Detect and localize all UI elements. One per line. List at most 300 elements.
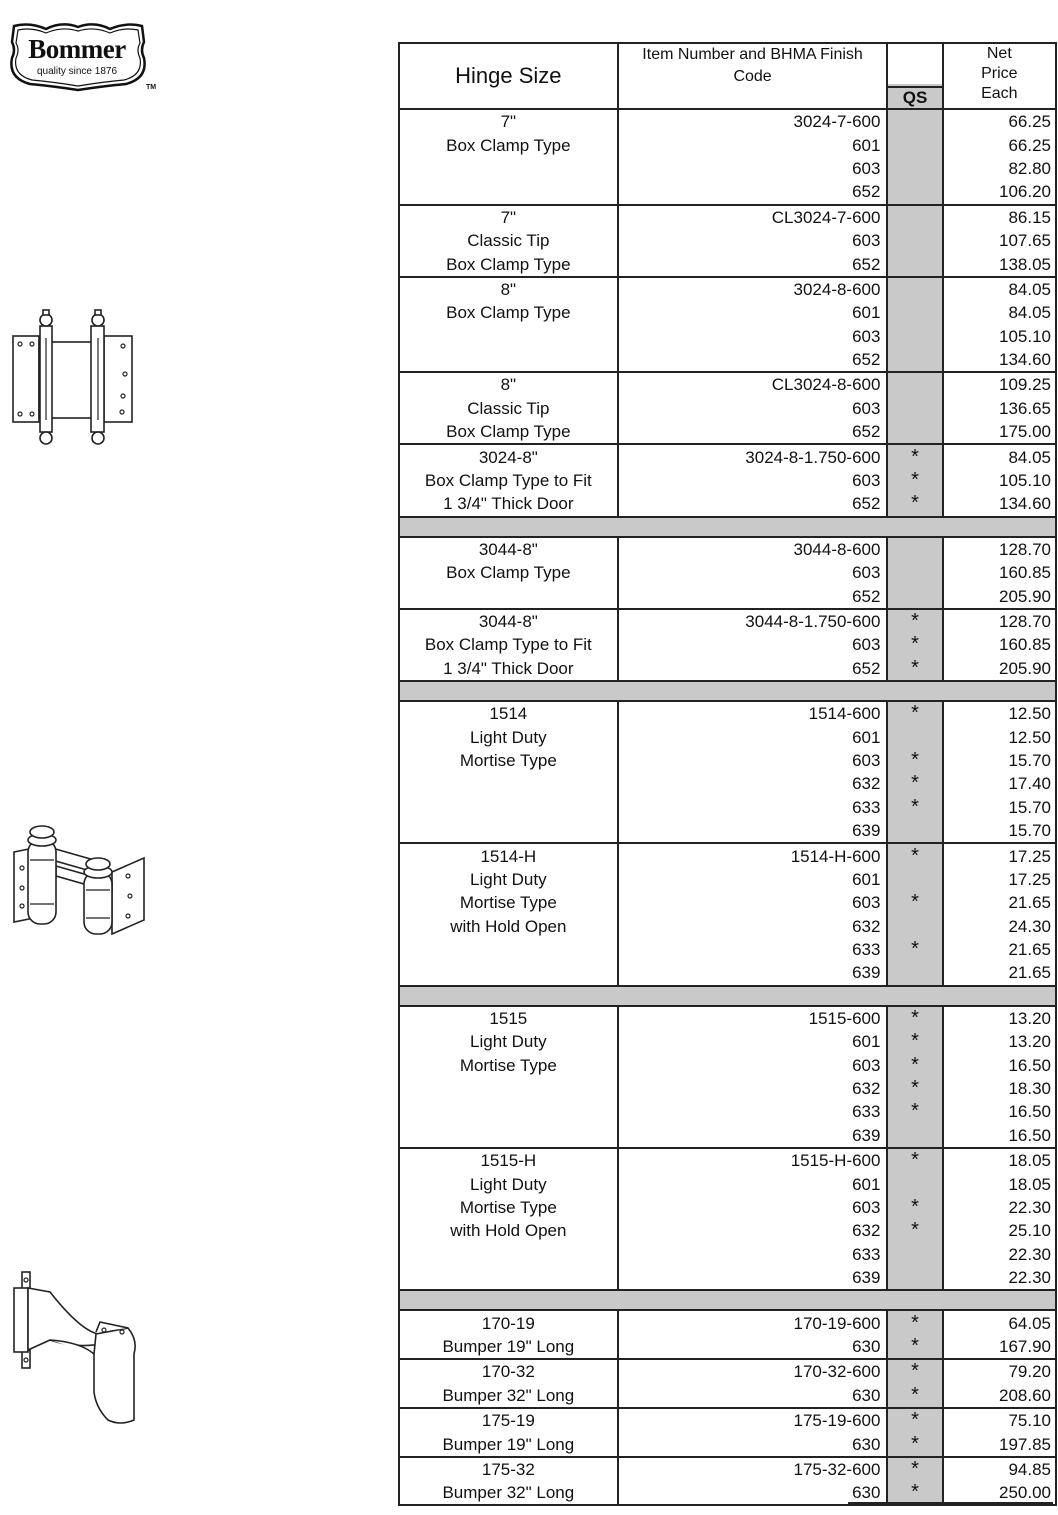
cell-item-number: 603 bbox=[618, 1053, 888, 1076]
price-table bbox=[398, 42, 1057, 1506]
cell-net-price: 208.60 bbox=[999, 1385, 1051, 1405]
cell-qs bbox=[887, 915, 942, 938]
cell-net-price: 17.25 bbox=[943, 843, 1056, 867]
table-row bbox=[399, 633, 1056, 656]
cell-item-number: 601 bbox=[618, 868, 888, 891]
cell-item-number: 639 bbox=[618, 1266, 888, 1290]
signature-line bbox=[848, 1502, 1053, 1504]
cell-hinge-size: 170-32 bbox=[399, 1359, 618, 1383]
cell-item-number: 633 bbox=[618, 1100, 888, 1123]
door-bumper-icon bbox=[10, 1270, 140, 1436]
cell-item-number: 603 bbox=[618, 561, 888, 584]
cell-item-number: 652 bbox=[618, 657, 888, 681]
table-row bbox=[399, 492, 1056, 516]
header-price-line1: Net bbox=[986, 45, 1012, 62]
cell-item-number: 603 bbox=[618, 157, 888, 180]
cell-net-price: 134.60 bbox=[999, 494, 1051, 514]
cell-net-price: 138.05 bbox=[999, 254, 1051, 274]
header-item-number-line2: Code bbox=[733, 68, 772, 85]
cell-hinge-size: 1 3/4" Thick Door bbox=[399, 657, 618, 681]
cell-qs: * bbox=[887, 1053, 942, 1076]
separator-cell bbox=[399, 986, 1056, 1006]
cell-hinge-size: Mortise Type bbox=[399, 749, 618, 772]
table-row bbox=[399, 1457, 1056, 1481]
cell-qs: * bbox=[887, 1100, 942, 1123]
cell-hinge-size bbox=[399, 1266, 618, 1290]
cell-net-price: 21.65 bbox=[1008, 893, 1051, 913]
cell-net-price: 128.70 bbox=[943, 609, 1056, 633]
cell-net-price: 22.30 bbox=[1008, 1197, 1051, 1217]
cell-net-price: 16.50 bbox=[1008, 1102, 1051, 1122]
table-row bbox=[399, 1219, 1056, 1242]
table-row bbox=[399, 1100, 1056, 1123]
cell-hinge-size: Classic Tip bbox=[399, 397, 618, 420]
cell-qs: * bbox=[887, 1148, 942, 1172]
table-row bbox=[399, 1335, 1056, 1359]
cell-hinge-size: Light Duty bbox=[399, 725, 618, 748]
cell-qs bbox=[887, 180, 942, 204]
cell-item-number: 603 bbox=[618, 229, 888, 252]
cell-net-price: 12.50 bbox=[1008, 727, 1051, 747]
cell-net-price: 197.85 bbox=[999, 1434, 1051, 1454]
cell-net-price: 18.05 bbox=[943, 1148, 1056, 1172]
cell-hinge-size: Box Clamp Type bbox=[399, 252, 618, 276]
cell-hinge-size: Light Duty bbox=[399, 1030, 618, 1053]
cell-hinge-size: 7" bbox=[399, 205, 618, 229]
cell-qs bbox=[887, 372, 942, 396]
cell-item-number: 632 bbox=[618, 772, 888, 795]
cell-net-price: 82.80 bbox=[1008, 158, 1051, 178]
table-row bbox=[399, 961, 1056, 985]
cell-item-number: 603 bbox=[618, 749, 888, 772]
cell-qs: * bbox=[887, 1196, 942, 1219]
table-row bbox=[399, 133, 1056, 156]
table-row bbox=[399, 205, 1056, 229]
cell-hinge-size bbox=[399, 938, 618, 961]
table-row bbox=[399, 725, 1056, 748]
cell-hinge-size: with Hold Open bbox=[399, 915, 618, 938]
cell-qs: * bbox=[887, 1481, 942, 1505]
cell-qs: * bbox=[887, 1219, 942, 1242]
cell-qs: * bbox=[887, 1310, 942, 1334]
cell-qs: * bbox=[887, 701, 942, 725]
table-row bbox=[399, 749, 1056, 772]
table-row bbox=[399, 301, 1056, 324]
table-row bbox=[399, 157, 1056, 180]
cell-net-price: 109.25 bbox=[943, 372, 1056, 396]
cell-net-price: 64.05 bbox=[943, 1310, 1056, 1334]
cell-hinge-size: Bumper 32" Long bbox=[399, 1481, 618, 1505]
table-row bbox=[399, 1408, 1056, 1432]
table-row bbox=[399, 772, 1056, 795]
cell-item-number: 3024-8-1.750-600 bbox=[618, 444, 888, 468]
cell-qs bbox=[887, 277, 942, 301]
table-row bbox=[399, 584, 1056, 608]
cell-net-price: 160.85 bbox=[999, 635, 1051, 655]
cell-net-price: 94.85 bbox=[943, 1457, 1056, 1481]
cell-net-price: 84.05 bbox=[943, 444, 1056, 468]
cell-qs bbox=[887, 325, 942, 348]
table-row bbox=[399, 277, 1056, 301]
cell-qs bbox=[887, 133, 942, 156]
brand-name: Bommer bbox=[28, 34, 126, 64]
header-hinge-size: Hinge Size bbox=[399, 43, 618, 109]
table-row bbox=[399, 1243, 1056, 1266]
cell-item-number: 632 bbox=[618, 1219, 888, 1242]
cell-net-price: 84.05 bbox=[1008, 303, 1051, 323]
cell-qs bbox=[887, 252, 942, 276]
cell-net-price: 25.10 bbox=[1008, 1221, 1051, 1241]
cell-hinge-size bbox=[399, 1243, 618, 1266]
table-row bbox=[399, 1172, 1056, 1195]
table-row bbox=[399, 1148, 1056, 1172]
cell-item-number: CL3024-8-600 bbox=[618, 372, 888, 396]
cell-qs: * bbox=[887, 891, 942, 914]
cell-hinge-size: Mortise Type bbox=[399, 1053, 618, 1076]
cell-item-number: 170-32-600 bbox=[618, 1359, 888, 1383]
header-item-number bbox=[618, 43, 888, 109]
cell-qs: * bbox=[887, 1030, 942, 1053]
table-row bbox=[399, 469, 1056, 492]
table-row bbox=[399, 252, 1056, 276]
cell-net-price: 21.65 bbox=[1008, 963, 1051, 983]
cell-net-price: 160.85 bbox=[999, 563, 1051, 583]
cell-net-price: 22.30 bbox=[1008, 1244, 1051, 1264]
cell-net-price: 75.10 bbox=[943, 1408, 1056, 1432]
cell-hinge-size bbox=[399, 961, 618, 985]
cell-qs: * bbox=[887, 1408, 942, 1432]
cell-hinge-size: 3044-8" bbox=[399, 609, 618, 633]
cell-item-number: 652 bbox=[618, 584, 888, 608]
cell-qs bbox=[887, 1124, 942, 1148]
cell-item-number: 601 bbox=[618, 1030, 888, 1053]
cell-net-price: 17.25 bbox=[1008, 869, 1051, 889]
cell-item-number: 175-19-600 bbox=[618, 1408, 888, 1432]
cell-hinge-size bbox=[399, 180, 618, 204]
cell-qs bbox=[887, 819, 942, 843]
cell-net-price: 13.20 bbox=[1008, 1032, 1051, 1052]
cell-net-price: 17.40 bbox=[1008, 774, 1051, 794]
cell-hinge-size bbox=[399, 584, 618, 608]
cell-net-price: 167.90 bbox=[999, 1336, 1051, 1356]
cell-qs: * bbox=[887, 633, 942, 656]
cell-hinge-size: Bumper 19" Long bbox=[399, 1335, 618, 1359]
cell-hinge-size: Box Clamp Type bbox=[399, 420, 618, 444]
group-separator bbox=[399, 681, 1056, 701]
header-qs bbox=[887, 43, 942, 109]
cell-hinge-size: Bumper 19" Long bbox=[399, 1432, 618, 1456]
cell-net-price: 66.25 bbox=[1008, 135, 1051, 155]
cell-qs: * bbox=[887, 657, 942, 681]
cell-hinge-size: Light Duty bbox=[399, 1172, 618, 1195]
table-row bbox=[399, 1266, 1056, 1290]
cell-qs: * bbox=[887, 492, 942, 516]
cell-item-number: 632 bbox=[618, 915, 888, 938]
cell-item-number: 1514-H-600 bbox=[618, 843, 888, 867]
cell-hinge-size bbox=[399, 1077, 618, 1100]
table-row bbox=[399, 868, 1056, 891]
cell-net-price: 16.50 bbox=[1008, 1055, 1051, 1075]
cell-qs: * bbox=[887, 843, 942, 867]
table-row bbox=[399, 915, 1056, 938]
cell-hinge-size: Bumper 32" Long bbox=[399, 1384, 618, 1408]
header-net-price bbox=[943, 43, 1056, 109]
cell-item-number: 603 bbox=[618, 1196, 888, 1219]
cell-item-number: 601 bbox=[618, 301, 888, 324]
cell-item-number: 1514-600 bbox=[618, 701, 888, 725]
cell-net-price: 13.20 bbox=[943, 1006, 1056, 1030]
cell-item-number: 652 bbox=[618, 252, 888, 276]
cell-net-price: 106.20 bbox=[999, 182, 1051, 202]
cell-net-price: 22.30 bbox=[1008, 1268, 1051, 1288]
cell-net-price: 15.70 bbox=[1008, 750, 1051, 770]
separator-cell bbox=[399, 517, 1056, 537]
cell-item-number: 1515-600 bbox=[618, 1006, 888, 1030]
cell-qs bbox=[887, 157, 942, 180]
cell-item-number: 652 bbox=[618, 180, 888, 204]
cell-net-price: 107.65 bbox=[999, 231, 1051, 251]
cell-item-number: 3044-8-1.750-600 bbox=[618, 609, 888, 633]
table-row bbox=[399, 796, 1056, 819]
cell-qs bbox=[887, 561, 942, 584]
table-header-row bbox=[399, 43, 1056, 109]
table-body bbox=[399, 109, 1056, 1505]
cell-hinge-size: 1515-H bbox=[399, 1148, 618, 1172]
table-row bbox=[399, 1310, 1056, 1334]
separator-cell bbox=[399, 681, 1056, 701]
cell-qs bbox=[887, 420, 942, 444]
cell-qs bbox=[887, 205, 942, 229]
table-row bbox=[399, 372, 1056, 396]
cell-item-number: 639 bbox=[618, 961, 888, 985]
cell-hinge-size: 8" bbox=[399, 277, 618, 301]
table-row bbox=[399, 891, 1056, 914]
header-qs-label: QS bbox=[888, 86, 941, 108]
cell-hinge-size: Classic Tip bbox=[399, 229, 618, 252]
cell-item-number: 603 bbox=[618, 633, 888, 656]
table-row bbox=[399, 609, 1056, 633]
cell-item-number: 633 bbox=[618, 938, 888, 961]
cell-hinge-size bbox=[399, 796, 618, 819]
cell-qs: * bbox=[887, 609, 942, 633]
cell-item-number: 630 bbox=[618, 1481, 888, 1505]
table-row bbox=[399, 348, 1056, 372]
cell-qs: * bbox=[887, 772, 942, 795]
cell-hinge-size: Box Clamp Type bbox=[399, 301, 618, 324]
cell-item-number: 639 bbox=[618, 819, 888, 843]
cell-hinge-size: 7" bbox=[399, 109, 618, 133]
cell-hinge-size bbox=[399, 157, 618, 180]
table-row bbox=[399, 109, 1056, 133]
table-row bbox=[399, 657, 1056, 681]
cell-net-price: 12.50 bbox=[943, 701, 1056, 725]
cell-qs bbox=[887, 1266, 942, 1290]
cell-qs: * bbox=[887, 1077, 942, 1100]
cell-net-price: 21.65 bbox=[1008, 940, 1051, 960]
group-separator bbox=[399, 1290, 1056, 1310]
header-price-line3: Each bbox=[981, 85, 1018, 102]
cell-net-price: 18.30 bbox=[1008, 1079, 1051, 1099]
cell-qs bbox=[887, 537, 942, 561]
table-row bbox=[399, 1432, 1056, 1456]
table-row bbox=[399, 1196, 1056, 1219]
cell-hinge-size: Mortise Type bbox=[399, 891, 618, 914]
cell-qs: * bbox=[887, 1335, 942, 1359]
cell-item-number: 652 bbox=[618, 492, 888, 516]
table-row bbox=[399, 180, 1056, 204]
cell-net-price: 66.25 bbox=[943, 109, 1056, 133]
brand-trademark: TM bbox=[146, 84, 157, 91]
table-row bbox=[399, 1006, 1056, 1030]
cell-qs bbox=[887, 1243, 942, 1266]
table-row bbox=[399, 701, 1056, 725]
cell-hinge-size: Box Clamp Type bbox=[399, 133, 618, 156]
cell-hinge-size: 3024-8" bbox=[399, 444, 618, 468]
cell-qs: * bbox=[887, 1432, 942, 1456]
group-separator bbox=[399, 986, 1056, 1006]
cell-qs bbox=[887, 229, 942, 252]
cell-item-number: 175-32-600 bbox=[618, 1457, 888, 1481]
cell-item-number: 633 bbox=[618, 796, 888, 819]
cell-hinge-size: 3044-8" bbox=[399, 537, 618, 561]
cell-hinge-size: 1515 bbox=[399, 1006, 618, 1030]
group-separator bbox=[399, 517, 1056, 537]
cell-item-number: 3044-8-600 bbox=[618, 537, 888, 561]
cell-item-number: 632 bbox=[618, 1077, 888, 1100]
table-row bbox=[399, 843, 1056, 867]
cell-net-price: 128.70 bbox=[943, 537, 1056, 561]
cell-item-number: 630 bbox=[618, 1335, 888, 1359]
table-row bbox=[399, 1359, 1056, 1383]
cell-net-price: 79.20 bbox=[943, 1359, 1056, 1383]
cell-hinge-size: with Hold Open bbox=[399, 1219, 618, 1242]
cell-item-number: 170-19-600 bbox=[618, 1310, 888, 1334]
cell-hinge-size bbox=[399, 348, 618, 372]
cell-hinge-size bbox=[399, 772, 618, 795]
cell-qs bbox=[887, 1172, 942, 1195]
cell-item-number: 630 bbox=[618, 1384, 888, 1408]
cell-hinge-size: Box Clamp Type bbox=[399, 561, 618, 584]
cell-qs: * bbox=[887, 1384, 942, 1408]
table-row bbox=[399, 537, 1056, 561]
cell-hinge-size: Mortise Type bbox=[399, 1196, 618, 1219]
table-row bbox=[399, 1077, 1056, 1100]
cell-net-price: 205.90 bbox=[999, 658, 1051, 678]
cell-net-price: 250.00 bbox=[999, 1483, 1051, 1503]
cell-hinge-size: 1 3/4" Thick Door bbox=[399, 492, 618, 516]
cell-qs bbox=[887, 584, 942, 608]
table-row bbox=[399, 325, 1056, 348]
cell-item-number: 652 bbox=[618, 348, 888, 372]
table-row bbox=[399, 1124, 1056, 1148]
brand-tagline: quality since 1876 bbox=[36, 66, 118, 77]
cell-hinge-size: 1514 bbox=[399, 701, 618, 725]
cell-qs: * bbox=[887, 749, 942, 772]
cell-qs bbox=[887, 961, 942, 985]
cell-net-price: 205.90 bbox=[999, 586, 1051, 606]
cell-item-number: 652 bbox=[618, 420, 888, 444]
cell-item-number: 603 bbox=[618, 891, 888, 914]
table-row bbox=[399, 1053, 1056, 1076]
table-row bbox=[399, 561, 1056, 584]
cell-hinge-size: 175-32 bbox=[399, 1457, 618, 1481]
cell-item-number: 3024-8-600 bbox=[618, 277, 888, 301]
cell-item-number: 601 bbox=[618, 133, 888, 156]
cell-net-price: 16.50 bbox=[1008, 1125, 1051, 1145]
cell-hinge-size bbox=[399, 1124, 618, 1148]
cell-hinge-size bbox=[399, 325, 618, 348]
cell-qs bbox=[887, 348, 942, 372]
header-price-line2: Price bbox=[981, 65, 1018, 82]
cell-qs: * bbox=[887, 1359, 942, 1383]
cell-hinge-size bbox=[399, 819, 618, 843]
cell-item-number: 601 bbox=[618, 1172, 888, 1195]
cell-qs bbox=[887, 397, 942, 420]
cell-hinge-size: 1514-H bbox=[399, 843, 618, 867]
cell-hinge-size: 170-19 bbox=[399, 1310, 618, 1334]
cell-hinge-size: Box Clamp Type to Fit bbox=[399, 469, 618, 492]
cell-net-price: 175.00 bbox=[999, 422, 1051, 442]
separator-cell bbox=[399, 1290, 1056, 1310]
cell-qs: * bbox=[887, 938, 942, 961]
cell-net-price: 134.60 bbox=[999, 350, 1051, 370]
cell-qs bbox=[887, 868, 942, 891]
cell-hinge-size: 8" bbox=[399, 372, 618, 396]
mortise-hinge-icon bbox=[8, 820, 148, 944]
cell-net-price: 15.70 bbox=[1008, 821, 1051, 841]
cell-qs: * bbox=[887, 796, 942, 819]
header-item-number-line1: Item Number and BHMA Finish bbox=[642, 46, 863, 63]
table-row bbox=[399, 1030, 1056, 1053]
table-row bbox=[399, 397, 1056, 420]
cell-item-number: 601 bbox=[618, 725, 888, 748]
table-row bbox=[399, 420, 1056, 444]
cell-qs: * bbox=[887, 1457, 942, 1481]
cell-item-number: 3024-7-600 bbox=[618, 109, 888, 133]
table-row bbox=[399, 229, 1056, 252]
box-clamp-hinge-icon bbox=[8, 308, 140, 450]
table-row bbox=[399, 444, 1056, 468]
cell-net-price: 86.15 bbox=[943, 205, 1056, 229]
table-row bbox=[399, 819, 1056, 843]
cell-item-number: 603 bbox=[618, 325, 888, 348]
cell-hinge-size: Light Duty bbox=[399, 868, 618, 891]
cell-item-number: 630 bbox=[618, 1432, 888, 1456]
cell-net-price: 105.10 bbox=[999, 471, 1051, 491]
cell-net-price: 15.70 bbox=[1008, 797, 1051, 817]
cell-item-number: 603 bbox=[618, 397, 888, 420]
cell-item-number: 633 bbox=[618, 1243, 888, 1266]
brand-logo bbox=[8, 22, 157, 92]
table-row bbox=[399, 1384, 1056, 1408]
cell-qs: * bbox=[887, 469, 942, 492]
cell-item-number: 603 bbox=[618, 469, 888, 492]
cell-net-price: 105.10 bbox=[999, 326, 1051, 346]
cell-net-price: 24.30 bbox=[1008, 916, 1051, 936]
cell-qs: * bbox=[887, 1006, 942, 1030]
cell-qs bbox=[887, 109, 942, 133]
cell-qs bbox=[887, 301, 942, 324]
cell-net-price: 18.05 bbox=[1008, 1174, 1051, 1194]
cell-item-number: 1515-H-600 bbox=[618, 1148, 888, 1172]
cell-hinge-size bbox=[399, 1100, 618, 1123]
cell-qs bbox=[887, 725, 942, 748]
table-row bbox=[399, 938, 1056, 961]
cell-qs: * bbox=[887, 444, 942, 468]
cell-item-number: CL3024-7-600 bbox=[618, 205, 888, 229]
cell-net-price: 136.65 bbox=[999, 398, 1051, 418]
cell-item-number: 639 bbox=[618, 1124, 888, 1148]
